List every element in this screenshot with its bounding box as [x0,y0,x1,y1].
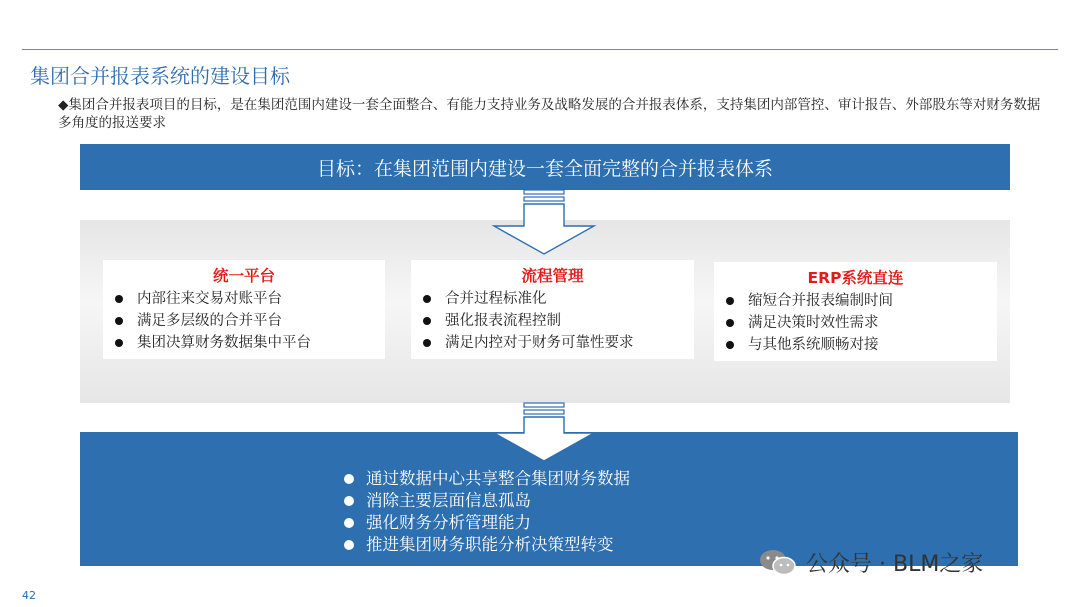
intro-text: ◆集团合并报表项目的目标，是在集团范围内建设一套全面整合、有能力支持业务及战略发展的合并报表体系，支持集团内部管控、审计报告、外部股东等对财务数据多角度的报送要求 [58,97,1041,131]
pillar-card-unified-platform [103,260,385,359]
header-divider [22,49,1058,50]
outcome-item: 推进集团财务职能分析决策型转变 [342,534,630,556]
page-number: 42 [22,589,36,602]
pillar-item: 与其他系统顺畅对接 [714,334,997,356]
outcome-item: 通过数据中心共享整合集团财务数据 [342,468,630,490]
pillar-item: 合并过程标准化 [411,288,694,310]
pillar-item: 集团决算财务数据集中平台 [103,332,385,354]
outcome-item: 消除主要层面信息孤岛 [342,490,630,512]
pillar-title: ERP系统直连 [807,269,904,287]
watermark-text: 公众号 · BLM之家 [806,552,984,577]
pillar-card-erp-direct [714,262,997,361]
goal-text: 目标：在集团范围内建设一套全面完整的合并报表体系 [316,157,773,180]
down-arrow-icon [488,188,600,258]
pillar-item: 满足多层级的合并平台 [103,310,385,332]
wechat-icon [758,548,798,578]
watermark [758,547,983,578]
pillar-title: 统一平台 [212,267,275,285]
pillar-item: 满足决策时效性需求 [714,312,997,334]
down-arrow-icon [488,401,600,465]
goal-banner [80,144,1010,190]
pillar-item: 强化报表流程控制 [411,310,694,332]
outcome-item: 强化财务分析管理能力 [342,512,630,534]
pillar-card-process-management [411,260,694,359]
pillar-title: 流程管理 [521,267,584,285]
page-title: 集团合并报表系统的建设目标 [30,64,290,88]
pillar-item: 缩短合并报表编制时间 [714,290,997,312]
pillar-item: 内部往来交易对账平台 [103,288,385,310]
pillar-item: 满足内控对于财务可靠性要求 [411,332,694,354]
